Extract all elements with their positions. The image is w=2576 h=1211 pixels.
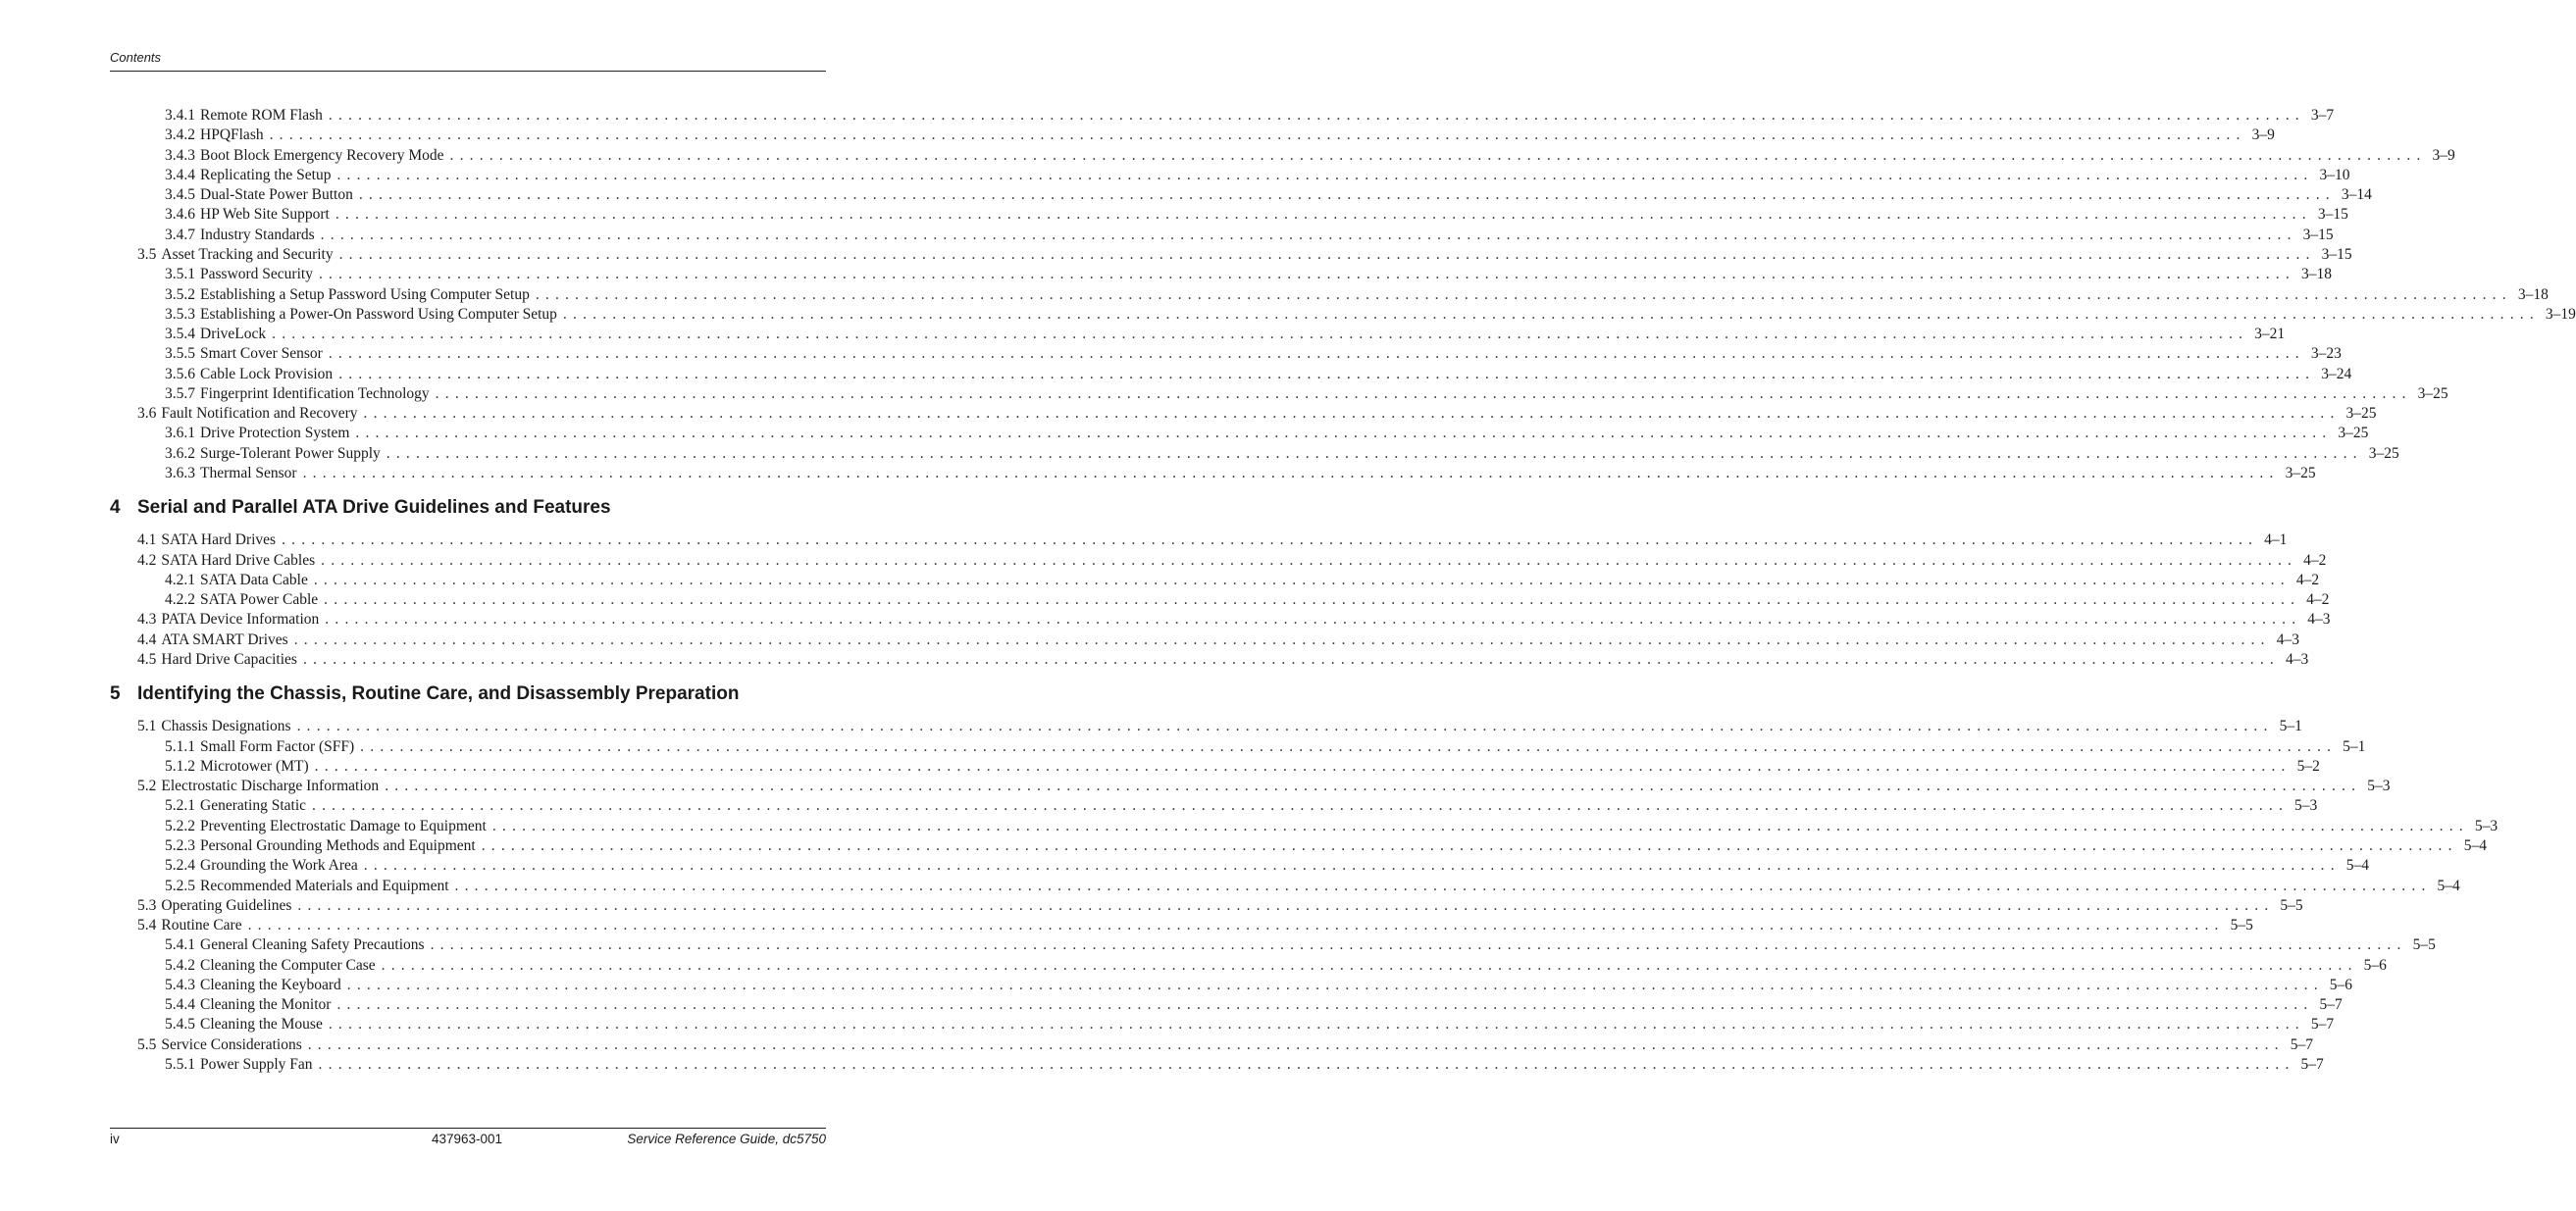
- toc-entry[interactable]: [165, 856, 2370, 876]
- toc-entry[interactable]: [165, 365, 2352, 384]
- toc-entry-page: 3–18: [2300, 266, 2332, 282]
- toc-entry[interactable]: [165, 1055, 2324, 1075]
- dot-leader: ........................................................................................................................................................................................................: [296, 718, 2274, 734]
- toc-entry[interactable]: [137, 1035, 2313, 1055]
- dot-leader: ........................................................................................................................................................................................................: [430, 936, 2407, 953]
- toc-entry-page: 5–6: [2363, 957, 2387, 974]
- dot-leader: ........................................................................................................................................................................................................: [336, 167, 2314, 183]
- running-header: Contents: [110, 50, 162, 65]
- toc-entry[interactable]: [137, 650, 2309, 670]
- toc-entry[interactable]: [165, 877, 2460, 896]
- toc-entry[interactable]: [165, 305, 2576, 325]
- toc-entry-number: 3.4.1: [165, 107, 195, 124]
- toc-entry-title: SATA Hard Drives: [161, 531, 277, 548]
- toc-entry-page: 3–15: [2321, 246, 2352, 263]
- footer-rule: [110, 1128, 826, 1129]
- toc-entry-page: 5–7: [2319, 996, 2343, 1013]
- toc-entry-number: 5.2: [137, 778, 157, 794]
- dot-leader: ........................................................................................................................................................................................................: [481, 837, 2458, 854]
- dot-leader: ........................................................................................................................................................................................................: [247, 917, 2225, 933]
- toc-entry-title: Cleaning the Mouse: [200, 1016, 323, 1033]
- toc-entry-title: Industry Standards: [200, 227, 315, 243]
- toc-entry-title: Hard Drive Capacities: [161, 651, 297, 668]
- toc-entry-number: 4.4: [137, 631, 157, 648]
- toc-entry[interactable]: [165, 757, 2320, 777]
- toc-entry[interactable]: [137, 717, 2302, 736]
- toc-entry-number: 5.1.1: [165, 738, 195, 755]
- toc-entry-page: 5–3: [2474, 818, 2499, 834]
- dot-leader: ........................................................................................................................................................................................................: [363, 405, 2341, 422]
- dot-leader: ........................................................................................................................................................................................................: [318, 1056, 2295, 1073]
- toc-entry-number: 3.6: [137, 405, 157, 422]
- dot-leader: ........................................................................................................................................................................................................: [363, 857, 2341, 874]
- toc-entry-page: 5–1: [2343, 738, 2366, 755]
- toc-entry[interactable]: [165, 995, 2343, 1015]
- dot-leader: ........................................................................................................................................................................................................: [338, 366, 2316, 382]
- toc-entry[interactable]: [165, 265, 2332, 284]
- toc-entry-title: Generating Static: [200, 797, 307, 814]
- dot-leader: ........................................................................................................................................................................................................: [491, 818, 2469, 834]
- toc-entry-title: Dual-State Power Button: [200, 186, 353, 203]
- toc-entry-number: 5.3: [137, 897, 157, 914]
- toc-entry-number: 5.2.1: [165, 797, 195, 814]
- toc-entry-page: 4–2: [2303, 552, 2327, 569]
- toc-entry-number: 3.4.4: [165, 167, 195, 183]
- toc-entry-title: Cleaning the Monitor: [200, 996, 332, 1013]
- toc-entry-page: 5–3: [2367, 778, 2391, 794]
- dot-leader: ........................................................................................................................................................................................................: [314, 758, 2292, 775]
- chapter-heading[interactable]: [110, 683, 826, 709]
- toc-entry-title: Chassis Designations: [161, 718, 291, 734]
- chapter-number: 5: [110, 683, 121, 704]
- toc-entry[interactable]: [165, 836, 2487, 856]
- dot-leader: ........................................................................................................................................................................................................: [313, 572, 2291, 588]
- toc-entry-number: 5.4.3: [165, 977, 195, 993]
- toc-entry-number: 3.6.2: [165, 445, 195, 462]
- toc-entry-title: Preventing Electrostatic Damage to Equipment: [200, 818, 487, 834]
- toc-entry-number: 4.5: [137, 651, 157, 668]
- toc-entry[interactable]: [137, 631, 2299, 650]
- toc-entry-page: 4–2: [2295, 572, 2320, 588]
- toc-entry-title: Power Supply Fan: [200, 1056, 313, 1073]
- dot-leader: ........................................................................................................................................................................................................: [386, 445, 2363, 462]
- toc-entry-number: 5.1.2: [165, 758, 195, 775]
- toc-entry-title: SATA Data Cable: [200, 572, 308, 588]
- toc-entry[interactable]: [165, 146, 2455, 166]
- dot-leader: ........................................................................................................................................................................................................: [358, 186, 2336, 203]
- toc-entry[interactable]: [165, 344, 2342, 364]
- toc-entry-number: 5.5: [137, 1036, 157, 1053]
- toc-entry-page: 4–3: [2307, 611, 2331, 628]
- toc-entry[interactable]: [165, 956, 2387, 976]
- toc-entry-number: 5.4: [137, 917, 157, 933]
- toc-entry-title: Service Considerations: [161, 1036, 302, 1053]
- dot-leader: ........................................................................................................................................................................................................: [535, 286, 2512, 303]
- dot-leader: ........................................................................................................................................................................................................: [293, 631, 2271, 648]
- toc-entry-title: Personal Grounding Methods and Equipment: [200, 837, 476, 854]
- toc-entry[interactable]: [137, 551, 2327, 571]
- toc-entry-page: 5–7: [2290, 1036, 2313, 1053]
- toc-entry[interactable]: [165, 737, 2366, 757]
- toc-entry-title: Cable Lock Provision: [200, 366, 334, 382]
- toc-entry[interactable]: [165, 166, 2350, 185]
- dot-leader: ........................................................................................................................................................................................................: [381, 957, 2358, 974]
- toc-entry-title: Password Security: [200, 266, 313, 282]
- toc-entry[interactable]: [137, 404, 2377, 424]
- toc-entry[interactable]: [165, 325, 2286, 344]
- toc-entry-number: 4.1: [137, 531, 157, 548]
- toc-entry[interactable]: [137, 610, 2331, 630]
- toc-entry-number: 5.2.3: [165, 837, 195, 854]
- toc-entry-page: 3–14: [2341, 186, 2372, 203]
- toc-entry-number: 4.2.2: [165, 591, 195, 608]
- dot-leader: ........................................................................................................................................................................................................: [302, 651, 2280, 668]
- chapter-title: Identifying the Chassis, Routine Care, and Disassembly Preparation: [137, 683, 740, 704]
- toc-entry[interactable]: [165, 285, 2549, 305]
- toc-entry-page: 5–4: [2345, 857, 2370, 874]
- toc-entry-number: 5.4.5: [165, 1016, 195, 1033]
- toc-entry-title: Establishing a Setup Password Using Computer Setup: [200, 286, 530, 303]
- toc-entry[interactable]: [165, 384, 2448, 404]
- toc-entry-title: Cleaning the Keyboard: [200, 977, 341, 993]
- dot-leader: ........................................................................................................................................................................................................: [302, 465, 2280, 481]
- toc-entry-page: 4–2: [2306, 591, 2330, 608]
- toc-entry[interactable]: [137, 245, 2352, 265]
- toc-entry-page: 5–2: [2296, 758, 2320, 775]
- toc-entry-title: Thermal Sensor: [200, 465, 297, 481]
- toc-entry[interactable]: [137, 530, 2288, 550]
- toc-entry-page: 3–25: [2368, 445, 2399, 462]
- toc-entry-page: 3–24: [2321, 366, 2352, 382]
- toc-entry-title: HP Web Site Support: [200, 206, 330, 223]
- toc-entry-title: HPQFlash: [200, 126, 264, 143]
- dot-leader: ........................................................................................................................................................................................................: [282, 531, 2259, 548]
- dot-leader: ........................................................................................................................................................................................................: [328, 1016, 2305, 1033]
- toc-entry-page: 3–15: [2317, 206, 2348, 223]
- dot-leader: ........................................................................................................................................................................................................: [320, 227, 2297, 243]
- toc-entry-page: 4–3: [2285, 651, 2309, 668]
- toc-entry-page: 5–7: [2300, 1056, 2324, 1073]
- dot-leader: ........................................................................................................................................................................................................: [346, 977, 2324, 993]
- toc-entry-number: 3.5.4: [165, 326, 195, 342]
- dot-leader: ........................................................................................................................................................................................................: [318, 266, 2295, 282]
- toc-entry-title: Asset Tracking and Security: [161, 246, 334, 263]
- toc-entry-number: 3.4.7: [165, 227, 195, 243]
- toc-entry-number: 3.5.7: [165, 385, 195, 402]
- toc-entry[interactable]: [165, 976, 2353, 995]
- toc-entry-number: 3.4.2: [165, 126, 195, 143]
- toc-entry-title: Routine Care: [161, 917, 242, 933]
- dot-leader: ........................................................................................................................................................................................................: [328, 107, 2305, 124]
- toc-entry-number: 3.6.3: [165, 465, 195, 481]
- toc-entry[interactable]: [165, 571, 2320, 590]
- toc-entry-page: 5–5: [2280, 897, 2303, 914]
- chapter-number: 4: [110, 497, 121, 518]
- toc-entry[interactable]: [137, 777, 2391, 796]
- dot-leader: ........................................................................................................................................................................................................: [269, 126, 2246, 143]
- toc-entry-page: 4–1: [2264, 531, 2288, 548]
- toc-entry[interactable]: [165, 796, 2318, 816]
- dot-leader: ........................................................................................................................................................................................................: [385, 778, 2362, 794]
- toc-entry-title: Drive Protection System: [200, 425, 350, 441]
- toc-entry[interactable]: [165, 1015, 2335, 1034]
- chapter-heading[interactable]: [110, 497, 826, 523]
- toc-entry-number: 3.5.1: [165, 266, 195, 282]
- toc-entry[interactable]: [137, 916, 2253, 935]
- toc-entry-page: 5–5: [2412, 936, 2436, 953]
- toc-entry-number: 5.2.4: [165, 857, 195, 874]
- toc-entry-number: 5.5.1: [165, 1056, 195, 1073]
- toc-entry-number: 3.4.5: [165, 186, 195, 203]
- dot-leader: ........................................................................................................................................................................................................: [449, 147, 2427, 164]
- dot-leader: ........................................................................................................................................................................................................: [355, 425, 2333, 441]
- toc-entry[interactable]: [165, 205, 2348, 225]
- toc-entry-page: 5–1: [2279, 718, 2302, 734]
- toc-entry-page: 3–25: [2338, 425, 2369, 441]
- toc-entry-title: Microtower (MT): [200, 758, 309, 775]
- dot-leader: ........................................................................................................................................................................................................: [562, 306, 2540, 323]
- toc-entry-number: 5.4.2: [165, 957, 195, 974]
- dot-leader: ........................................................................................................................................................................................................: [335, 206, 2312, 223]
- toc-entry-page: 3–10: [2319, 167, 2350, 183]
- toc-entry-page: 3–21: [2254, 326, 2286, 342]
- toc-entry-title: Operating Guidelines: [161, 897, 292, 914]
- dot-leader: ........................................................................................................................................................................................................: [321, 552, 2298, 569]
- toc-entry-title: General Cleaning Safety Precautions: [200, 936, 425, 953]
- toc-entry-number: 3.4.3: [165, 147, 195, 164]
- toc-entry-page: 3–15: [2302, 227, 2334, 243]
- toc-entry[interactable]: [137, 896, 2303, 916]
- toc-entry-page: 5–6: [2329, 977, 2353, 993]
- toc-entry-number: 3.4.6: [165, 206, 195, 223]
- toc-entry-number: 5.2.2: [165, 818, 195, 834]
- toc-entry-number: 4.2.1: [165, 572, 195, 588]
- toc-entry-page: 4–3: [2276, 631, 2299, 648]
- toc-entry-title: Small Form Factor (SFF): [200, 738, 355, 755]
- toc-entry-number: 5.2.5: [165, 878, 195, 894]
- toc-entry-title: Fingerprint Identification Technology: [200, 385, 430, 402]
- toc-entry-page: 5–5: [2230, 917, 2253, 933]
- toc-entry-number: 3.6.1: [165, 425, 195, 441]
- toc-entry-title: Establishing a Power-On Password Using Computer Setup: [200, 306, 557, 323]
- toc-entry-title: Surge-Tolerant Power Supply: [200, 445, 381, 462]
- toc-entry-title: DriveLock: [200, 326, 267, 342]
- dot-leader: ........................................................................................................................................................................................................: [325, 611, 2302, 628]
- toc-entry-title: Cleaning the Computer Case: [200, 957, 376, 974]
- dot-leader: ........................................................................................................................................................................................................: [435, 385, 2412, 402]
- toc-entry[interactable]: [165, 126, 2275, 145]
- toc-entry[interactable]: [165, 444, 2399, 464]
- dot-leader: ........................................................................................................................................................................................................: [312, 797, 2290, 814]
- toc-entry-title: Electrostatic Discharge Information: [161, 778, 380, 794]
- toc-entry-title: ATA SMART Drives: [161, 631, 288, 648]
- toc-entry-title: Recommended Materials and Equipment: [200, 878, 449, 894]
- dot-leader: ........................................................................................................................................................................................................: [336, 996, 2314, 1013]
- toc-entry-title: Fault Notification and Recovery: [161, 405, 358, 422]
- toc-entry-page: 5–3: [2294, 797, 2318, 814]
- toc-entry-number: 4.2: [137, 552, 157, 569]
- toc-entry-title: Smart Cover Sensor: [200, 345, 323, 362]
- toc-entry[interactable]: [165, 226, 2334, 245]
- toc-entry-number: 3.5.2: [165, 286, 195, 303]
- toc-entry-page: 3–25: [2285, 465, 2316, 481]
- toc-entry[interactable]: [165, 106, 2335, 126]
- toc-entry[interactable]: [165, 185, 2372, 205]
- footer-guide-title: Service Reference Guide, dc5750: [627, 1132, 826, 1146]
- toc-entry-number: 5.1: [137, 718, 157, 734]
- dot-leader: ........................................................................................................................................................................................................: [360, 738, 2338, 755]
- chapter-title: Serial and Parallel ATA Drive Guidelines and Features: [137, 497, 611, 518]
- toc-entry-title: Remote ROM Flash: [200, 107, 323, 124]
- toc-entry-number: 3.5.5: [165, 345, 195, 362]
- dot-leader: ........................................................................................................................................................................................................: [454, 878, 2432, 894]
- toc-entry-page: 3–25: [2417, 385, 2448, 402]
- toc-entry-page: 3–7: [2310, 107, 2335, 124]
- toc-entry-page: 5–4: [2437, 878, 2460, 894]
- footer-doc-number: 437963-001: [432, 1132, 503, 1146]
- footer-page-number: iv: [110, 1132, 120, 1146]
- toc-entry-page: 3–18: [2517, 286, 2549, 303]
- toc-entry-title: SATA Hard Drive Cables: [161, 552, 316, 569]
- toc-entry-number: 4.3: [137, 611, 157, 628]
- toc-entry-number: 5.4.1: [165, 936, 195, 953]
- toc-entry-title: Boot Block Emergency Recovery Mode: [200, 147, 444, 164]
- dot-leader: ........................................................................................................................................................................................................: [272, 326, 2249, 342]
- toc-entry[interactable]: [165, 424, 2369, 443]
- dot-leader: ........................................................................................................................................................................................................: [324, 591, 2301, 608]
- toc-entry-page: 3–25: [2345, 405, 2377, 422]
- toc-entry-title: Replicating the Setup: [200, 167, 332, 183]
- toc-entry-page: 3–9: [2251, 126, 2275, 143]
- toc-entry-number: 3.5: [137, 246, 157, 263]
- toc-entry-number: 5.4.4: [165, 996, 195, 1013]
- toc-entry[interactable]: [165, 935, 2436, 955]
- toc-entry-title: SATA Power Cable: [200, 591, 319, 608]
- toc-entry-number: 3.5.6: [165, 366, 195, 382]
- toc-entry-page: 5–7: [2310, 1016, 2335, 1033]
- toc-entry[interactable]: [165, 464, 2316, 483]
- toc-entry-number: 3.5.3: [165, 306, 195, 323]
- dot-leader: ........................................................................................................................................................................................................: [297, 897, 2275, 914]
- toc-entry-page: 3–23: [2310, 345, 2342, 362]
- toc-entry-title: PATA Device Information: [161, 611, 320, 628]
- toc-entry-page: 3–9: [2432, 147, 2455, 164]
- toc-entry[interactable]: [165, 817, 2499, 836]
- toc-entry[interactable]: [165, 590, 2330, 610]
- toc-entry-page: 5–4: [2463, 837, 2487, 854]
- dot-leader: ........................................................................................................................................................................................................: [338, 246, 2316, 263]
- dot-leader: ........................................................................................................................................................................................................: [328, 345, 2305, 362]
- toc-entry-page: 3–19: [2545, 306, 2576, 323]
- dot-leader: ........................................................................................................................................................................................................: [307, 1036, 2285, 1053]
- toc-entry-title: Grounding the Work Area: [200, 857, 358, 874]
